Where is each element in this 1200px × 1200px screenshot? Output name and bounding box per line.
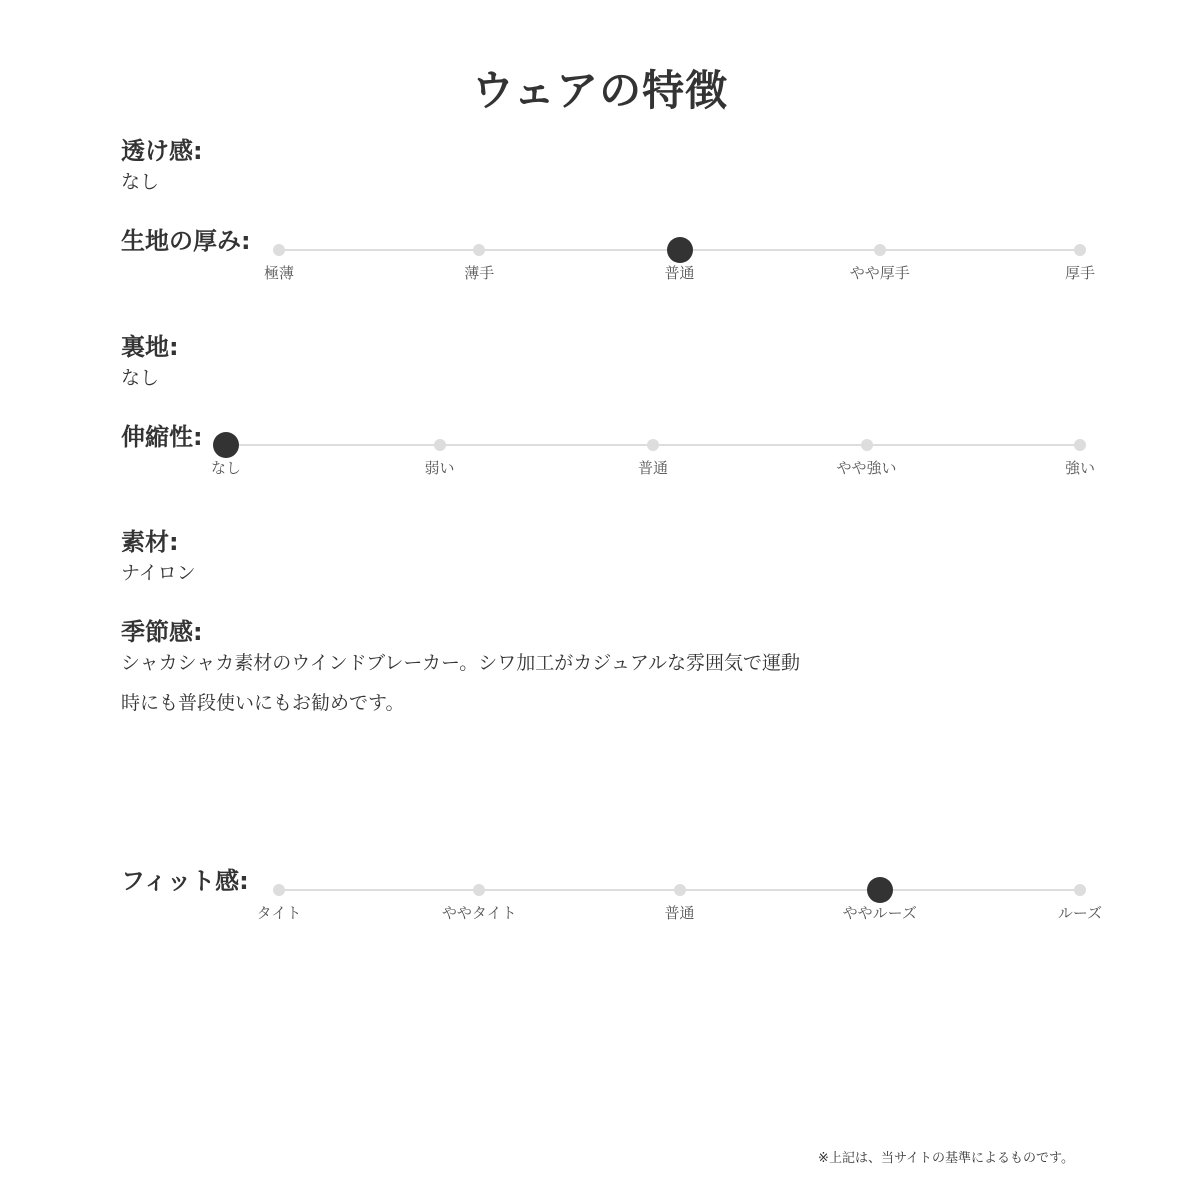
stretch-scale-tick-label: 強い — [1064, 459, 1096, 477]
fit-scale-point — [1074, 884, 1086, 896]
fit-scale-point — [674, 884, 686, 896]
thickness-scale-point — [1074, 244, 1086, 256]
page-title: ウェアの特徴 — [471, 66, 729, 115]
stretch-scale-point — [647, 439, 659, 451]
thickness-scale-point — [273, 244, 285, 256]
stretch-scale-tick-label: やや強い — [836, 459, 897, 477]
stretch-scale-tick-label: 普通 — [637, 459, 669, 477]
fit-scale-tick-label: ルーズ — [1057, 904, 1103, 922]
season-description-line1: シャカシャカ素材のウインドブレーカー。シワ加工がカジュアルな雰囲気で運動 — [121, 652, 801, 674]
fit-scale-tick-label: ややタイト — [441, 904, 517, 922]
stretch-scale-tick-label: 弱い — [424, 459, 455, 477]
stretch-label: 伸縮性: — [121, 423, 203, 451]
stretch-scale-point-selected — [213, 432, 239, 458]
stretch-scale-point — [1074, 439, 1086, 451]
thickness-scale-point — [473, 244, 485, 256]
thickness-scale-point — [874, 244, 886, 256]
thickness-scale-tick-label: 厚手 — [1064, 264, 1096, 282]
thickness-scale-tick-label: やや厚手 — [849, 264, 910, 282]
transparency-value: なし — [121, 171, 160, 193]
transparency-label: 透け感: — [121, 137, 203, 165]
season-description-line2: 時にも普段使いにもお勧めです。 — [121, 692, 405, 714]
thickness-label: 生地の厚み: — [121, 227, 251, 255]
lining-label: 裏地: — [121, 333, 179, 361]
fit-scale-point — [273, 884, 285, 896]
material-value: ナイロン — [121, 562, 196, 584]
fit-scale-point-selected — [867, 877, 893, 903]
stretch-scale-point — [861, 439, 873, 451]
fit-scale-tick-label: 普通 — [664, 904, 695, 922]
fit-scale-tick-label: タイト — [256, 904, 302, 922]
thickness-scale-tick-label: 薄手 — [464, 264, 495, 282]
material-label: 素材: — [121, 528, 179, 556]
season-label: 季節感: — [121, 618, 203, 646]
lining-value: なし — [121, 367, 160, 389]
thickness-scale-tick-label: 普通 — [664, 264, 695, 282]
thickness-scale-point-selected — [667, 237, 693, 263]
footnote: ※上記は、当サイトの基準によるものです。 — [818, 1151, 1074, 1166]
fit-label: フィット感: — [121, 867, 249, 895]
stretch-scale-point — [434, 439, 446, 451]
fit-scale-point — [473, 884, 485, 896]
stretch-scale-tick-label: なし — [210, 459, 242, 477]
fit-scale-tick-label: ややルーズ — [842, 904, 917, 922]
thickness-scale-tick-label: 極薄 — [263, 264, 295, 282]
